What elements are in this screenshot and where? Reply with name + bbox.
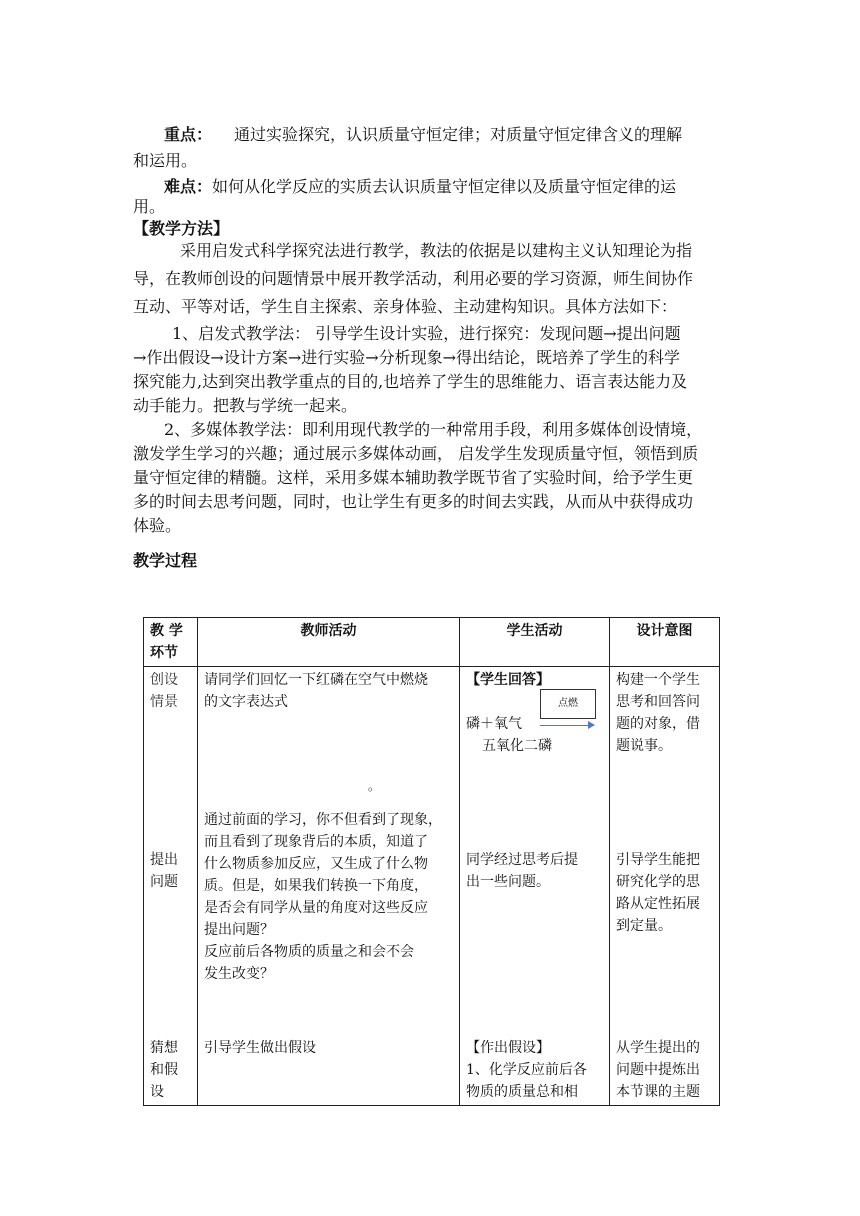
- reaction-condition-box: 点燃: [540, 689, 596, 719]
- table-header-row: [144, 618, 720, 667]
- lesson-process-table: [143, 617, 720, 1106]
- student-answer-heading: 【学生回答】: [466, 672, 550, 688]
- key-point-text: 通过实验探究，认识质量守恒定律；对质量守恒定律含义的理解: [234, 125, 683, 144]
- reaction-arrow: [540, 725, 590, 726]
- header-stage: 教 学 环节: [144, 618, 198, 667]
- arrow-head-icon: [588, 721, 595, 729]
- table-row: [144, 1035, 720, 1106]
- method-1-line: 1、启发式教学法： 引导学生设计实验，进行探究：发现问题→提出问题: [172, 324, 681, 343]
- method-1-line: →作出假设→设计方案→进行实验→分析现象→得出结论，既培养了学生的科学: [133, 348, 681, 367]
- method-para-line: 采用启发式科学探究法进行教学，教法的依据是以建构主义认知理论为指: [180, 241, 693, 260]
- header-teacher-activity: 教师活动: [198, 618, 460, 667]
- teacher-dot: 。: [368, 779, 381, 793]
- teacher-cell-hypothesis: 引导学生做出假设: [198, 1035, 460, 1106]
- stage-cell-hypothesis: 猜想 和假 设: [144, 1035, 198, 1106]
- difficult-point-text: 如何从化学反应的实质去认识质量守恒定律以及质量守恒定律的运: [212, 177, 677, 196]
- teacher-cell-scene: 请同学们回忆一下红磷在空气中燃烧 的文字表达式 。: [198, 667, 460, 807]
- student-cell-hypothesis: 【作出假设】 1、化学反应前后各 物质的质量总和相: [460, 1035, 610, 1106]
- method-2-line: 体验。: [133, 516, 182, 535]
- difficult-point-label: 难点：: [164, 177, 213, 196]
- intent-cell-scene: 构建一个学生 思考和回答问 题的对象，借 题说事。: [610, 667, 720, 807]
- student-cell-scene: [460, 667, 610, 807]
- header-student-activity: 学生活动: [460, 618, 610, 667]
- intent-cell-hypothesis: 从学生提出的 问题中提炼出 本节课的主题: [610, 1035, 720, 1106]
- method-2-line: 激发学生学习的兴趣；通过展示多媒体动画， 启发学生发现质量守恒，领悟到质: [133, 444, 699, 463]
- table-row: [144, 667, 720, 807]
- key-point-line-2: 和运用。: [133, 151, 198, 170]
- method-heading: 【教学方法】: [133, 219, 230, 238]
- stage-cell-scene: 创设 情景: [144, 667, 198, 807]
- process-heading: 教学过程: [133, 551, 198, 570]
- method-1-line: 动手能力。把教与学统一起来。: [133, 396, 358, 415]
- key-point-label: 重点：: [164, 125, 213, 144]
- student-cell-question: 同学经过思考后提 出一些问题。: [460, 807, 610, 1035]
- stage-cell-question: 提出 问题: [144, 807, 198, 1035]
- method-para-line: 互动、平等对话，学生自主探索、亲身体验、主动建构知识。具体方法如下：: [133, 297, 678, 316]
- product: 五氧化二磷: [482, 738, 552, 754]
- method-1-line: 探究能力,达到突出教学重点的目的,也培养了学生的思维能力、语言表达能力及: [133, 372, 688, 391]
- reactants: 磷＋氧气: [466, 716, 522, 732]
- table-row: [144, 807, 720, 1035]
- method-para-line: 导，在教师创设的问题情景中展开教学活动，利用必要的学习资源，师生间协作: [133, 269, 694, 288]
- method-2-line: 2、多媒体教学法：即利用现代教学的一种常用手段，利用多媒体创设情境，: [164, 420, 703, 439]
- method-2-line: 量守恒定律的精髓。这样，采用多媒本辅助教学既节省了实验时间，给予学生更: [133, 468, 694, 487]
- method-2-line: 多的时间去思考问题，同时，也让学生有更多的时间去实践，从而从中获得成功: [133, 492, 694, 511]
- intent-cell-question: 引导学生能把 研究化学的思 路从定性拓展 到定量。: [610, 807, 720, 1035]
- header-design-intent: 设计意图: [610, 618, 720, 667]
- difficult-point-line-2: 用。: [133, 197, 166, 216]
- difficult-point-line-1: [164, 176, 676, 198]
- teacher-cell-question: 通过前面的学习，你不但看到了现象， 而且看到了现象背后的本质，知道了 什么物质参加反应，又生成了什么物 质。但是，如果我们转换一下角度， 是否会有同学从量的角度对这些反应 提出问题？ 反应前后各物质的质量之和会不会 发生改变？: [198, 807, 460, 1035]
- key-point-line-1: [164, 124, 682, 146]
